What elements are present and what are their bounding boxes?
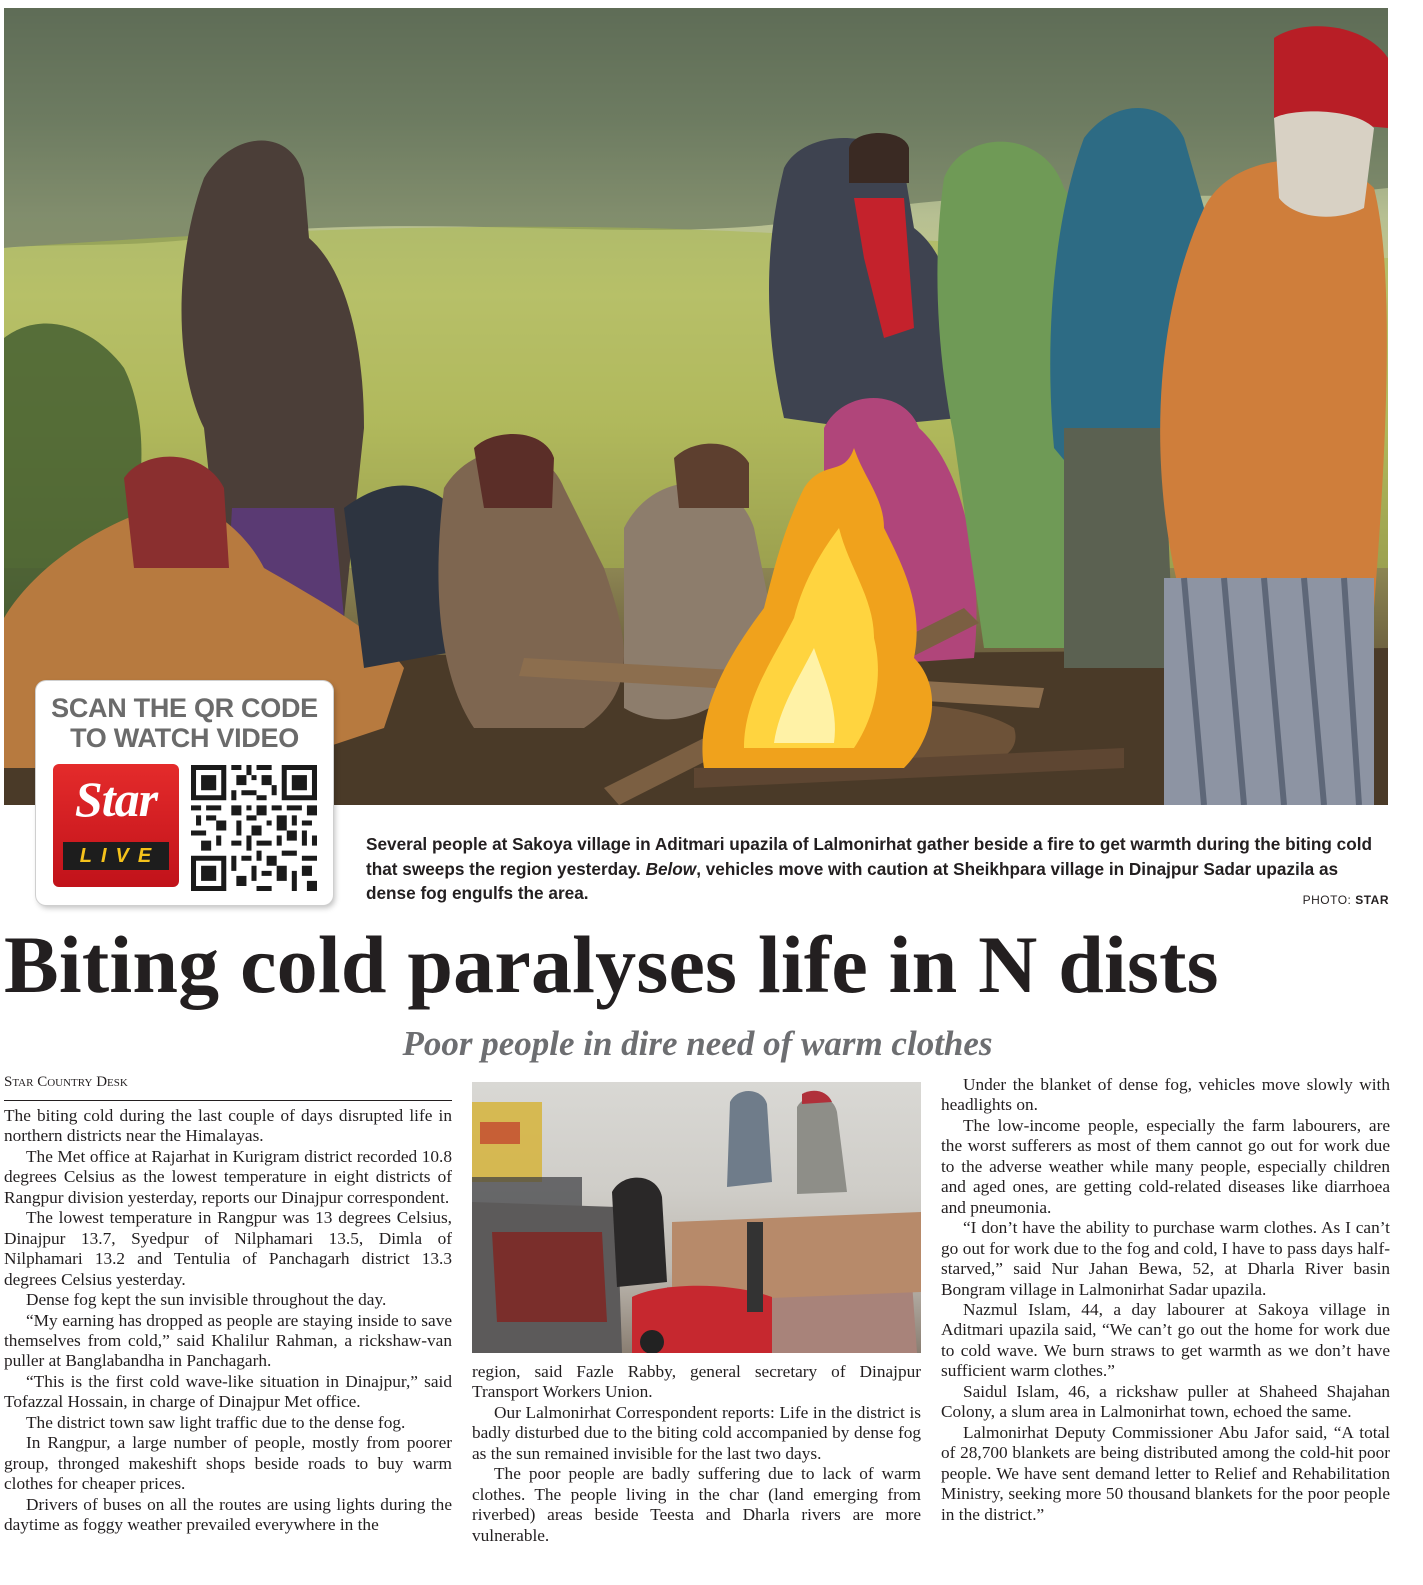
article-column-3 [941,1075,1390,1525]
article-column-2 [472,1362,921,1546]
paragraph: The lowest temperature in Rangpur was 13 degrees Celsius, Dinajpur 13.7, Syedpur of Nilphamari 13.5, Dimla of Nilphamari 13.2 and Tentulia of Panchagarh district 13.3 degrees Celsius yesterday. [4,1208,452,1289]
paragraph: The Met office at Rajarhat in Kurigram district recorded 10.8 degrees Celsius as the lowest temperature in eight districts of Rangpur division yesterday, reports our Dinajpur correspondent. [4,1146,452,1207]
paragraph: Nazmul Islam, 44, a day labourer at Sakoya village in Aditmari upazila said, “We can’t go out the home for work due to cold wave. We burn straws to get warmth as we don’t have sufficient warm clothes.” [941,1299,1390,1381]
paragraph: “I don’t have the ability to purchase warm clothes. As I can’t go out for work due to the fog and cold, I have to pass days half-starved,” said Nur Jahan Bewa, 52, at Dharla River basin Bongram village in Lalmonirhat Sadar upazila. [941,1218,1390,1299]
paragraph: Saidul Islam, 46, a rickshaw puller at Shaheed Shajahan Colony, a slum area in Lalmonirhat town, echoed the same. [941,1381,1390,1422]
qr-badge-title: SCAN THE QR CODE TO WATCH VIDEO [51,693,318,753]
paragraph: The poor people are badly suffering due to lack of warm clothes. The people living in the char (land emerging from riverbed) areas beside Teesta and Dharla rivers are more vulnerable. [472,1464,921,1545]
paragraph: Lalmonirhat Deputy Commissioner Abu Jafor said, “A total of 28,700 blankets are being distributed among the cold-hit poor people. We have sent demand letter to Relief and Rehabilitation Ministry, seeking more 50 thousand blankets for the poor people in the district.” [941,1422,1390,1524]
paragraph: Under the blanket of dense fog, vehicles move slowly with headlights on. [941,1075,1390,1115]
paragraph: The biting cold during the last couple of days disrupted life in northern districts near the Himalayas. [4,1106,452,1146]
article-column-1 [4,1106,452,1536]
live-tag: LIVE [63,842,169,870]
paragraph: The district town saw light traffic due to the dense fog. [26,1412,406,1432]
paragraph: “This is the first cold wave-like situation in Dinajpur,” said Tofazzal Hossain, in charge of Dinajpur Met office. [4,1371,452,1412]
caption-below-word: Below [645,858,697,879]
qr-video-badge[interactable] [36,681,333,905]
star-logo-word: Star [74,771,158,827]
photo-caption: Several people at Sakoya village in Aditmari upazila of Lalmonirhat gather beside a fire to get warmth during the biting cold that sweeps the region yesterday. Below, vehicles move with caution at Sheikhpara village in Dinajpur Sadar upazila as dense fog engulfs the area. [366,834,1372,903]
fog-vehicles-photo [472,1082,921,1353]
qr-code[interactable] [191,765,317,891]
paragraph: The low-income people, especially the farm labourers, are the worst sufferers as most of them cannot go out for work due to the adverse weather while many people, especially children and aged ones, are getting cold-related diseases like diarrhoea and pneumonia. [941,1115,1390,1217]
paragraph: Dense fog kept the sun invisible throughout the day. [26,1290,387,1310]
subheadline: Poor people in dire need of warm clothes [402,1024,993,1063]
star-live-logo [53,764,179,887]
paragraph: In Rangpur, a large number of people, mostly from poorer group, thronged makeshift shops beside roads to buy warm clothes for cheaper prices. [4,1433,452,1494]
paragraph: Our Lalmonirhat Correspondent reports: Life in the district is badly disturbed due to the biting cold accompanied by dense fog as the sun remained invisible for the last two days. [472,1402,921,1463]
byline: Star Country Desk [4,1071,452,1101]
headline: Biting cold paralyses life in N dists [4,919,1219,1010]
paragraph: Drivers of buses on all the routes are using lights during the daytime as foggy weather prevailed everywhere in the [4,1494,452,1535]
photo-credit: PHOTO: STAR [1302,893,1389,907]
paragraph: “My earning has dropped as people are staying inside to save themselves from cold,” said Khalilur Rahman, a rickshaw-van puller at Banglabandha in Panchagarh. [4,1310,452,1371]
paragraph: region, said Fazle Rabby, general secretary of Dinajpur Transport Workers Union. [472,1362,921,1402]
